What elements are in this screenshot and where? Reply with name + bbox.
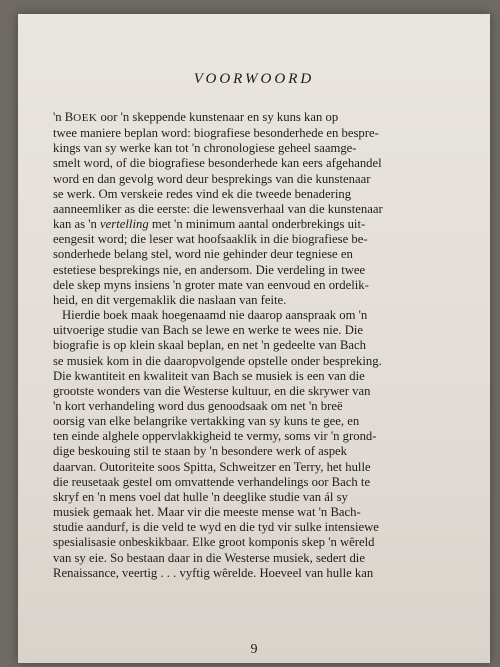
text-line: smelt word, of die biografiese besonderhede kan eers afgehandel (53, 156, 382, 171)
italic-word: vertelling (100, 217, 149, 232)
text-line (53, 217, 453, 232)
text-line: dele skep myns insiens 'n groter mate van eenvoud en ordelik- (53, 277, 369, 292)
text-line: word en dan gevolg word deur besprekings van die kunstenaar (53, 171, 371, 186)
text-fragment: met 'n minimum aantal onderbrekings uit- (148, 217, 366, 232)
text-line: studie aandurf, is die veld te wyd en die tyd vir sulke intensiewe (53, 520, 379, 535)
text-line: ten einde alghele oppervlakkigheid te vermy, soms vir 'n grond- (53, 429, 377, 444)
text-line: heid, en dit vergemaklik die naslaan van feite. (53, 292, 287, 307)
text-line: spesialisasie onbeskikbaar. Elke groot komponis skep 'n wêreld (53, 535, 375, 550)
body-text (53, 110, 453, 581)
text-line: Renaissance, veertig . . . vyftig wêrelde. Hoeveel van hulle kan (53, 565, 374, 580)
page-heading: VOORWOORD (193, 71, 315, 87)
drop-word-smallcaps: OEK (73, 112, 98, 124)
text-line: grootste wonders van die Westerse kultuur, en die skrywer van (53, 383, 371, 398)
text-line: se werk. Om verskeie redes vind ek die tweede benadering (53, 186, 352, 201)
text-line: oorsig van elke belangrike vertakking van sy kuns te gee, en (53, 414, 360, 429)
text-fragment: kan as 'n (53, 217, 101, 232)
text-line: musiek gemaak het. Maar vir die meeste mense wat 'n Bach- (53, 505, 361, 520)
text-line: estetiese besprekings nie, en andersom. Die verdeling in twee (53, 262, 366, 277)
text-line: skryf en 'n mens voel dat hulle 'n deeglike studie van ál sy (53, 489, 348, 504)
text-line: biografie is op klein skaal beplan, en net 'n gedeelte van Bach (53, 338, 367, 353)
text-line: kings van sy werke kan tot 'n chronologiese geheel saamge- (53, 141, 357, 156)
text-line: daarvan. Outoriteite soos Spitta, Schweitzer en Terry, het hulle (53, 459, 371, 474)
text-line: van sy eie. So bestaan daar in die Westerse musiek, sedert die (53, 550, 365, 565)
text-line: aanneemliker as die eerste: die lewensverhaal van die kunstenaar (53, 201, 383, 216)
book-page (18, 14, 490, 663)
text-line (53, 110, 453, 126)
text-line: 'n kort verhandeling word dus genoodsaak om net 'n breë (53, 398, 343, 413)
text-line: Hierdie boek maak hoegenaamd nie daarop aanspraak om 'n (62, 308, 368, 323)
text-line: Die kwantiteit en kwaliteit van Bach se musiek is een van die (53, 368, 365, 383)
text-fragment: oor 'n skeppende kunstenaar en sy kuns kan op (97, 110, 339, 124)
text-line: die reusetaak gestel om omvattende verhandelings oor Bach te (53, 474, 371, 489)
text-line: uitvoerige studie van Bach se lewe en werke te wees nie. Die (53, 323, 364, 338)
page-number: 9 (250, 642, 258, 657)
text-line: se musiek kom in die daaropvolgende opstelle onder bespreking. (53, 353, 382, 368)
text-line: sonderhede belang stel, word nie gehinder deur tegniese en (53, 247, 353, 262)
drop-word-initial: 'n B (53, 110, 74, 124)
text-line: twee maniere beplan word: biografiese besonderhede en bespre- (53, 126, 379, 141)
text-line: dige beskouing stil te staan by 'n besondere werk of aspek (53, 444, 348, 459)
text-line: eengesit word; die leser wat hoofsaaklik in die biografiese be- (53, 232, 368, 247)
